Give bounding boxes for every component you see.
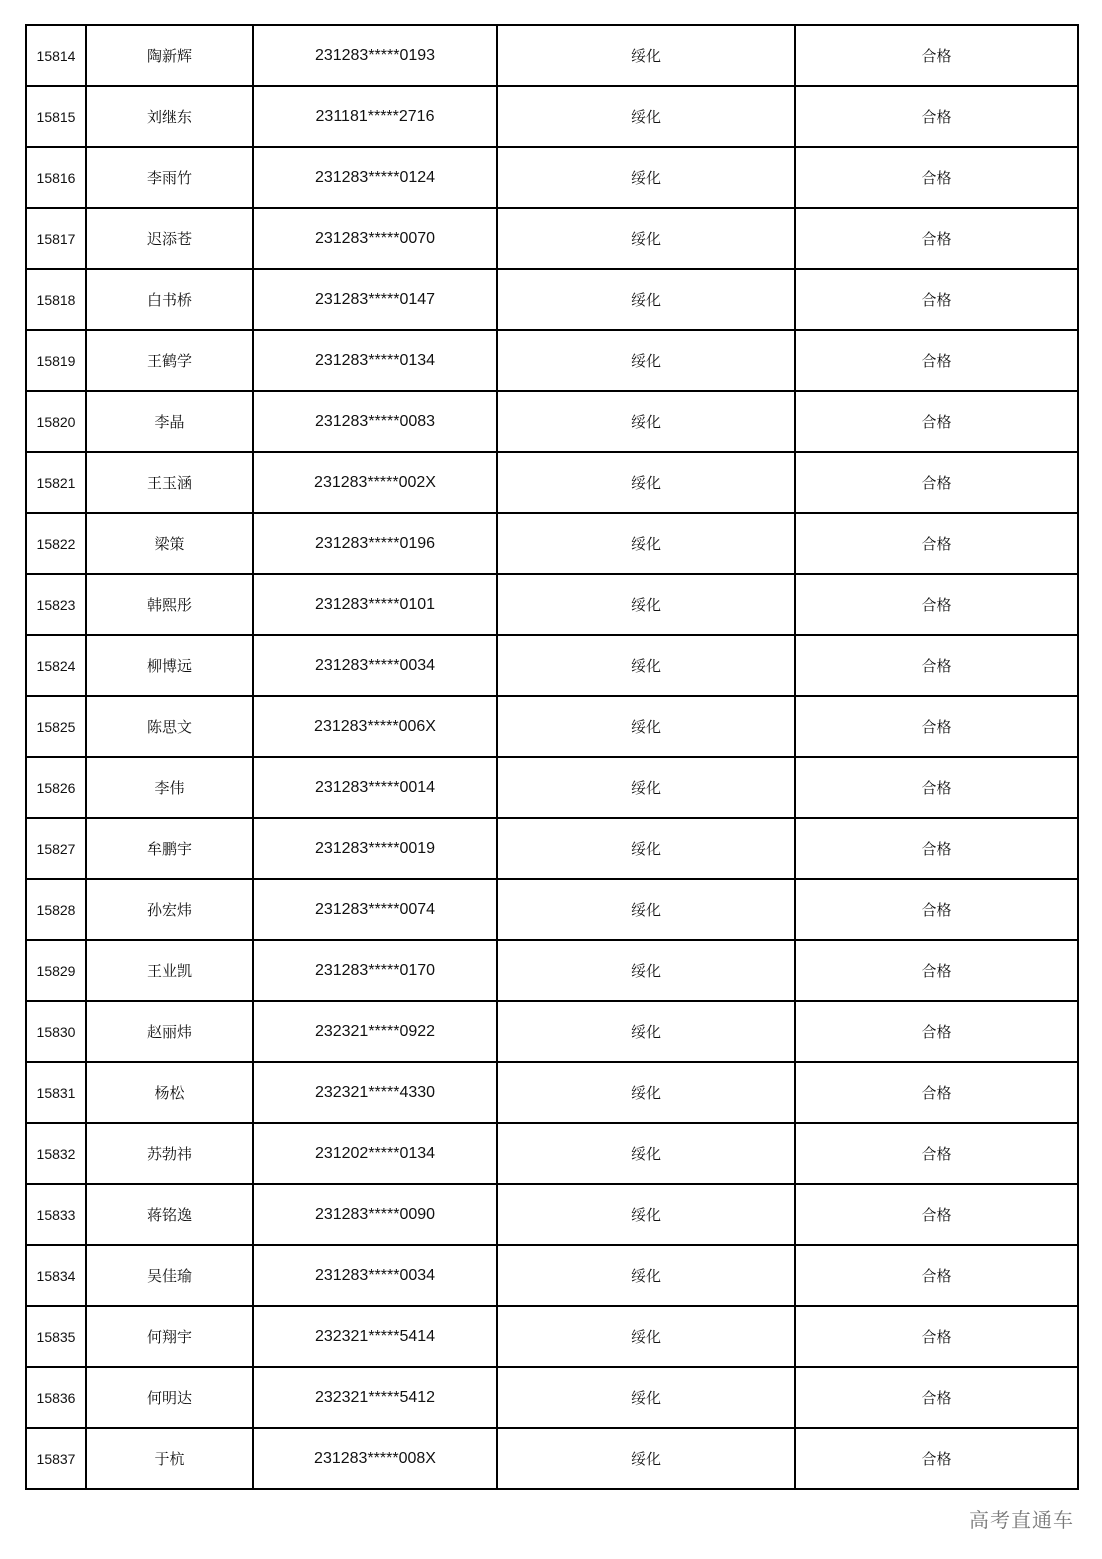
name-cell: 李晶: [86, 391, 253, 452]
region-cell: 绥化: [497, 574, 795, 635]
name-cell: 王鹤学: [86, 330, 253, 391]
id-number-cell: 231283*****0014: [253, 757, 497, 818]
name-cell: 白书桥: [86, 269, 253, 330]
seq-number-cell: 15831: [26, 1062, 86, 1123]
seq-number-cell: 15817: [26, 208, 86, 269]
table-row: [26, 452, 1078, 513]
id-number-cell: 232321*****5412: [253, 1367, 497, 1428]
result-cell: 合格: [795, 25, 1078, 86]
seq-number-cell: 15814: [26, 25, 86, 86]
id-number-cell: 231181*****2716: [253, 86, 497, 147]
name-cell: 陈思文: [86, 696, 253, 757]
result-cell: 合格: [795, 940, 1078, 1001]
name-cell: 于杭: [86, 1428, 253, 1489]
table-row: [26, 574, 1078, 635]
result-cell: 合格: [795, 147, 1078, 208]
id-number-cell: 232321*****5414: [253, 1306, 497, 1367]
table-row: [26, 208, 1078, 269]
results-table-body: [26, 25, 1078, 1489]
region-cell: 绥化: [497, 1184, 795, 1245]
result-cell: 合格: [795, 574, 1078, 635]
result-cell: 合格: [795, 879, 1078, 940]
table-row: [26, 1428, 1078, 1489]
result-cell: 合格: [795, 818, 1078, 879]
region-cell: 绥化: [497, 757, 795, 818]
region-cell: 绥化: [497, 452, 795, 513]
name-cell: 赵丽炜: [86, 1001, 253, 1062]
id-number-cell: 231283*****0019: [253, 818, 497, 879]
region-cell: 绥化: [497, 879, 795, 940]
result-cell: 合格: [795, 513, 1078, 574]
name-cell: 孙宏炜: [86, 879, 253, 940]
result-cell: 合格: [795, 635, 1078, 696]
id-number-cell: 231283*****0101: [253, 574, 497, 635]
table-row: [26, 757, 1078, 818]
result-cell: 合格: [795, 1306, 1078, 1367]
seq-number-cell: 15833: [26, 1184, 86, 1245]
table-row: [26, 696, 1078, 757]
name-cell: 柳博远: [86, 635, 253, 696]
table-row: [26, 1123, 1078, 1184]
name-cell: 梁策: [86, 513, 253, 574]
result-cell: 合格: [795, 452, 1078, 513]
table-row: [26, 1306, 1078, 1367]
seq-number-cell: 15821: [26, 452, 86, 513]
seq-number-cell: 15835: [26, 1306, 86, 1367]
region-cell: 绥化: [497, 269, 795, 330]
name-cell: 韩熙彤: [86, 574, 253, 635]
name-cell: 何明达: [86, 1367, 253, 1428]
id-number-cell: 231283*****0170: [253, 940, 497, 1001]
name-cell: 苏勃祎: [86, 1123, 253, 1184]
id-number-cell: 231283*****0147: [253, 269, 497, 330]
id-number-cell: 231283*****0070: [253, 208, 497, 269]
seq-number-cell: 15834: [26, 1245, 86, 1306]
region-cell: 绥化: [497, 940, 795, 1001]
region-cell: 绥化: [497, 1062, 795, 1123]
seq-number-cell: 15837: [26, 1428, 86, 1489]
id-number-cell: 231283*****0196: [253, 513, 497, 574]
table-row: [26, 391, 1078, 452]
seq-number-cell: 15825: [26, 696, 86, 757]
name-cell: 王玉涵: [86, 452, 253, 513]
region-cell: 绥化: [497, 635, 795, 696]
name-cell: 李雨竹: [86, 147, 253, 208]
seq-number-cell: 15828: [26, 879, 86, 940]
table-row: [26, 1245, 1078, 1306]
table-row: [26, 86, 1078, 147]
result-cell: 合格: [795, 1428, 1078, 1489]
name-cell: 何翔宇: [86, 1306, 253, 1367]
region-cell: 绥化: [497, 1123, 795, 1184]
result-cell: 合格: [795, 330, 1078, 391]
seq-number-cell: 15823: [26, 574, 86, 635]
seq-number-cell: 15822: [26, 513, 86, 574]
id-number-cell: 231283*****0074: [253, 879, 497, 940]
table-row: [26, 1367, 1078, 1428]
name-cell: 刘继东: [86, 86, 253, 147]
table-row: [26, 818, 1078, 879]
id-number-cell: 231283*****006X: [253, 696, 497, 757]
seq-number-cell: 15829: [26, 940, 86, 1001]
result-cell: 合格: [795, 696, 1078, 757]
seq-number-cell: 15832: [26, 1123, 86, 1184]
result-cell: 合格: [795, 1062, 1078, 1123]
region-cell: 绥化: [497, 86, 795, 147]
seq-number-cell: 15816: [26, 147, 86, 208]
table-row: [26, 1001, 1078, 1062]
id-number-cell: 231283*****0083: [253, 391, 497, 452]
region-cell: 绥化: [497, 696, 795, 757]
name-cell: 王业凯: [86, 940, 253, 1001]
name-cell: 陶新辉: [86, 25, 253, 86]
id-number-cell: 232321*****0922: [253, 1001, 497, 1062]
id-number-cell: 231283*****008X: [253, 1428, 497, 1489]
results-table: [25, 24, 1079, 1490]
region-cell: 绥化: [497, 25, 795, 86]
region-cell: 绥化: [497, 818, 795, 879]
seq-number-cell: 15836: [26, 1367, 86, 1428]
seq-number-cell: 15830: [26, 1001, 86, 1062]
result-cell: 合格: [795, 1245, 1078, 1306]
region-cell: 绥化: [497, 1428, 795, 1489]
seq-number-cell: 15820: [26, 391, 86, 452]
region-cell: 绥化: [497, 513, 795, 574]
region-cell: 绥化: [497, 391, 795, 452]
name-cell: 迟添苍: [86, 208, 253, 269]
id-number-cell: 231283*****0124: [253, 147, 497, 208]
table-row: [26, 940, 1078, 1001]
result-cell: 合格: [795, 1001, 1078, 1062]
result-cell: 合格: [795, 1184, 1078, 1245]
region-cell: 绥化: [497, 1001, 795, 1062]
seq-number-cell: 15827: [26, 818, 86, 879]
table-row: [26, 1062, 1078, 1123]
result-cell: 合格: [795, 269, 1078, 330]
id-number-cell: 231283*****002X: [253, 452, 497, 513]
region-cell: 绥化: [497, 208, 795, 269]
seq-number-cell: 15818: [26, 269, 86, 330]
id-number-cell: 231283*****0134: [253, 330, 497, 391]
table-row: [26, 330, 1078, 391]
result-cell: 合格: [795, 1367, 1078, 1428]
region-cell: 绥化: [497, 1367, 795, 1428]
region-cell: 绥化: [497, 330, 795, 391]
result-cell: 合格: [795, 86, 1078, 147]
region-cell: 绥化: [497, 1245, 795, 1306]
name-cell: 杨松: [86, 1062, 253, 1123]
table-row: [26, 879, 1078, 940]
seq-number-cell: 15826: [26, 757, 86, 818]
table-row: [26, 635, 1078, 696]
result-cell: 合格: [795, 208, 1078, 269]
table-row: [26, 1184, 1078, 1245]
name-cell: 李伟: [86, 757, 253, 818]
region-cell: 绥化: [497, 1306, 795, 1367]
seq-number-cell: 15819: [26, 330, 86, 391]
watermark: 高考直通车: [969, 1508, 1074, 1532]
table-row: [26, 147, 1078, 208]
id-number-cell: 231283*****0193: [253, 25, 497, 86]
id-number-cell: 231283*****0034: [253, 635, 497, 696]
seq-number-cell: 15815: [26, 86, 86, 147]
result-cell: 合格: [795, 757, 1078, 818]
table-row: [26, 513, 1078, 574]
id-number-cell: 231283*****0090: [253, 1184, 497, 1245]
seq-number-cell: 15824: [26, 635, 86, 696]
table-row: [26, 269, 1078, 330]
name-cell: 蒋铭逸: [86, 1184, 253, 1245]
table-row: [26, 25, 1078, 86]
name-cell: 牟鹏宇: [86, 818, 253, 879]
result-cell: 合格: [795, 1123, 1078, 1184]
id-number-cell: 232321*****4330: [253, 1062, 497, 1123]
id-number-cell: 231202*****0134: [253, 1123, 497, 1184]
name-cell: 吴佳瑜: [86, 1245, 253, 1306]
id-number-cell: 231283*****0034: [253, 1245, 497, 1306]
result-cell: 合格: [795, 391, 1078, 452]
region-cell: 绥化: [497, 147, 795, 208]
